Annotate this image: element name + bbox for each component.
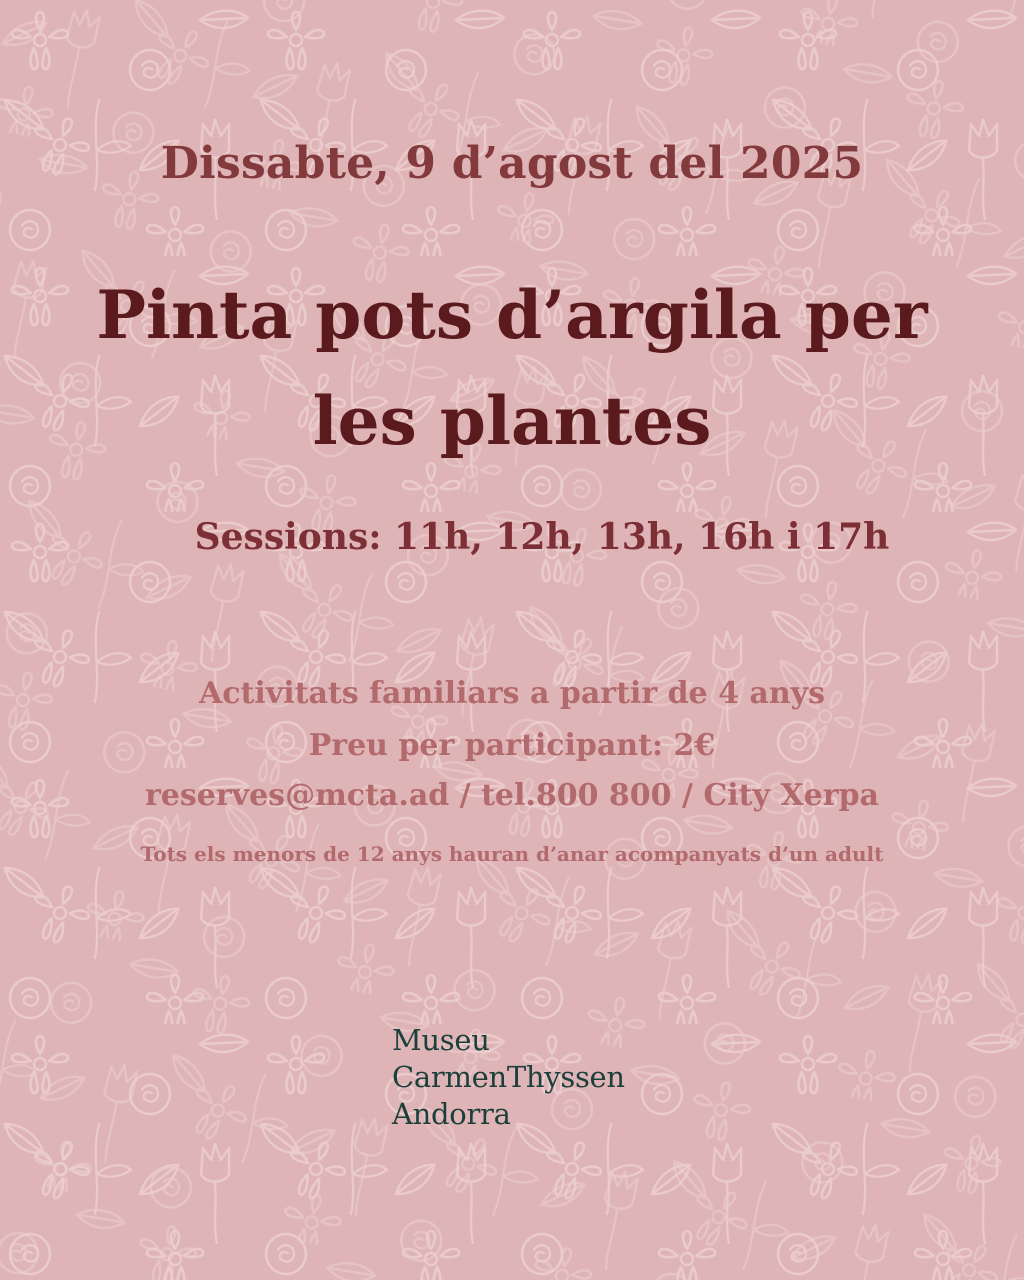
price-info: Preu per participant: 2€ — [308, 728, 716, 763]
logo-line-1: Museu — [392, 1023, 490, 1057]
event-title-line-1: Pinta pots d’argila per — [96, 276, 928, 354]
minors-note: Tots els menors de 12 anys hauran d’anar acompanyats d’un adult — [140, 842, 884, 866]
event-date: Dissabte, 9 d’agost del 2025 — [160, 138, 864, 189]
event-title — [0, 262, 1024, 474]
age-info: Activitats familiars a partir de 4 anys — [199, 676, 825, 711]
logo-line-3: Andorra — [392, 1097, 511, 1131]
logo-line-2: CarmenThyssen — [392, 1060, 625, 1094]
museum-logo — [392, 1022, 652, 1133]
contact-info: reserves@mcta.ad / tel.800 800 / City Xerpa — [144, 778, 879, 813]
session-times: Sessions: 11h, 12h, 13h, 16h i 17h — [194, 516, 890, 558]
event-title-line-2: les plantes — [312, 382, 712, 460]
